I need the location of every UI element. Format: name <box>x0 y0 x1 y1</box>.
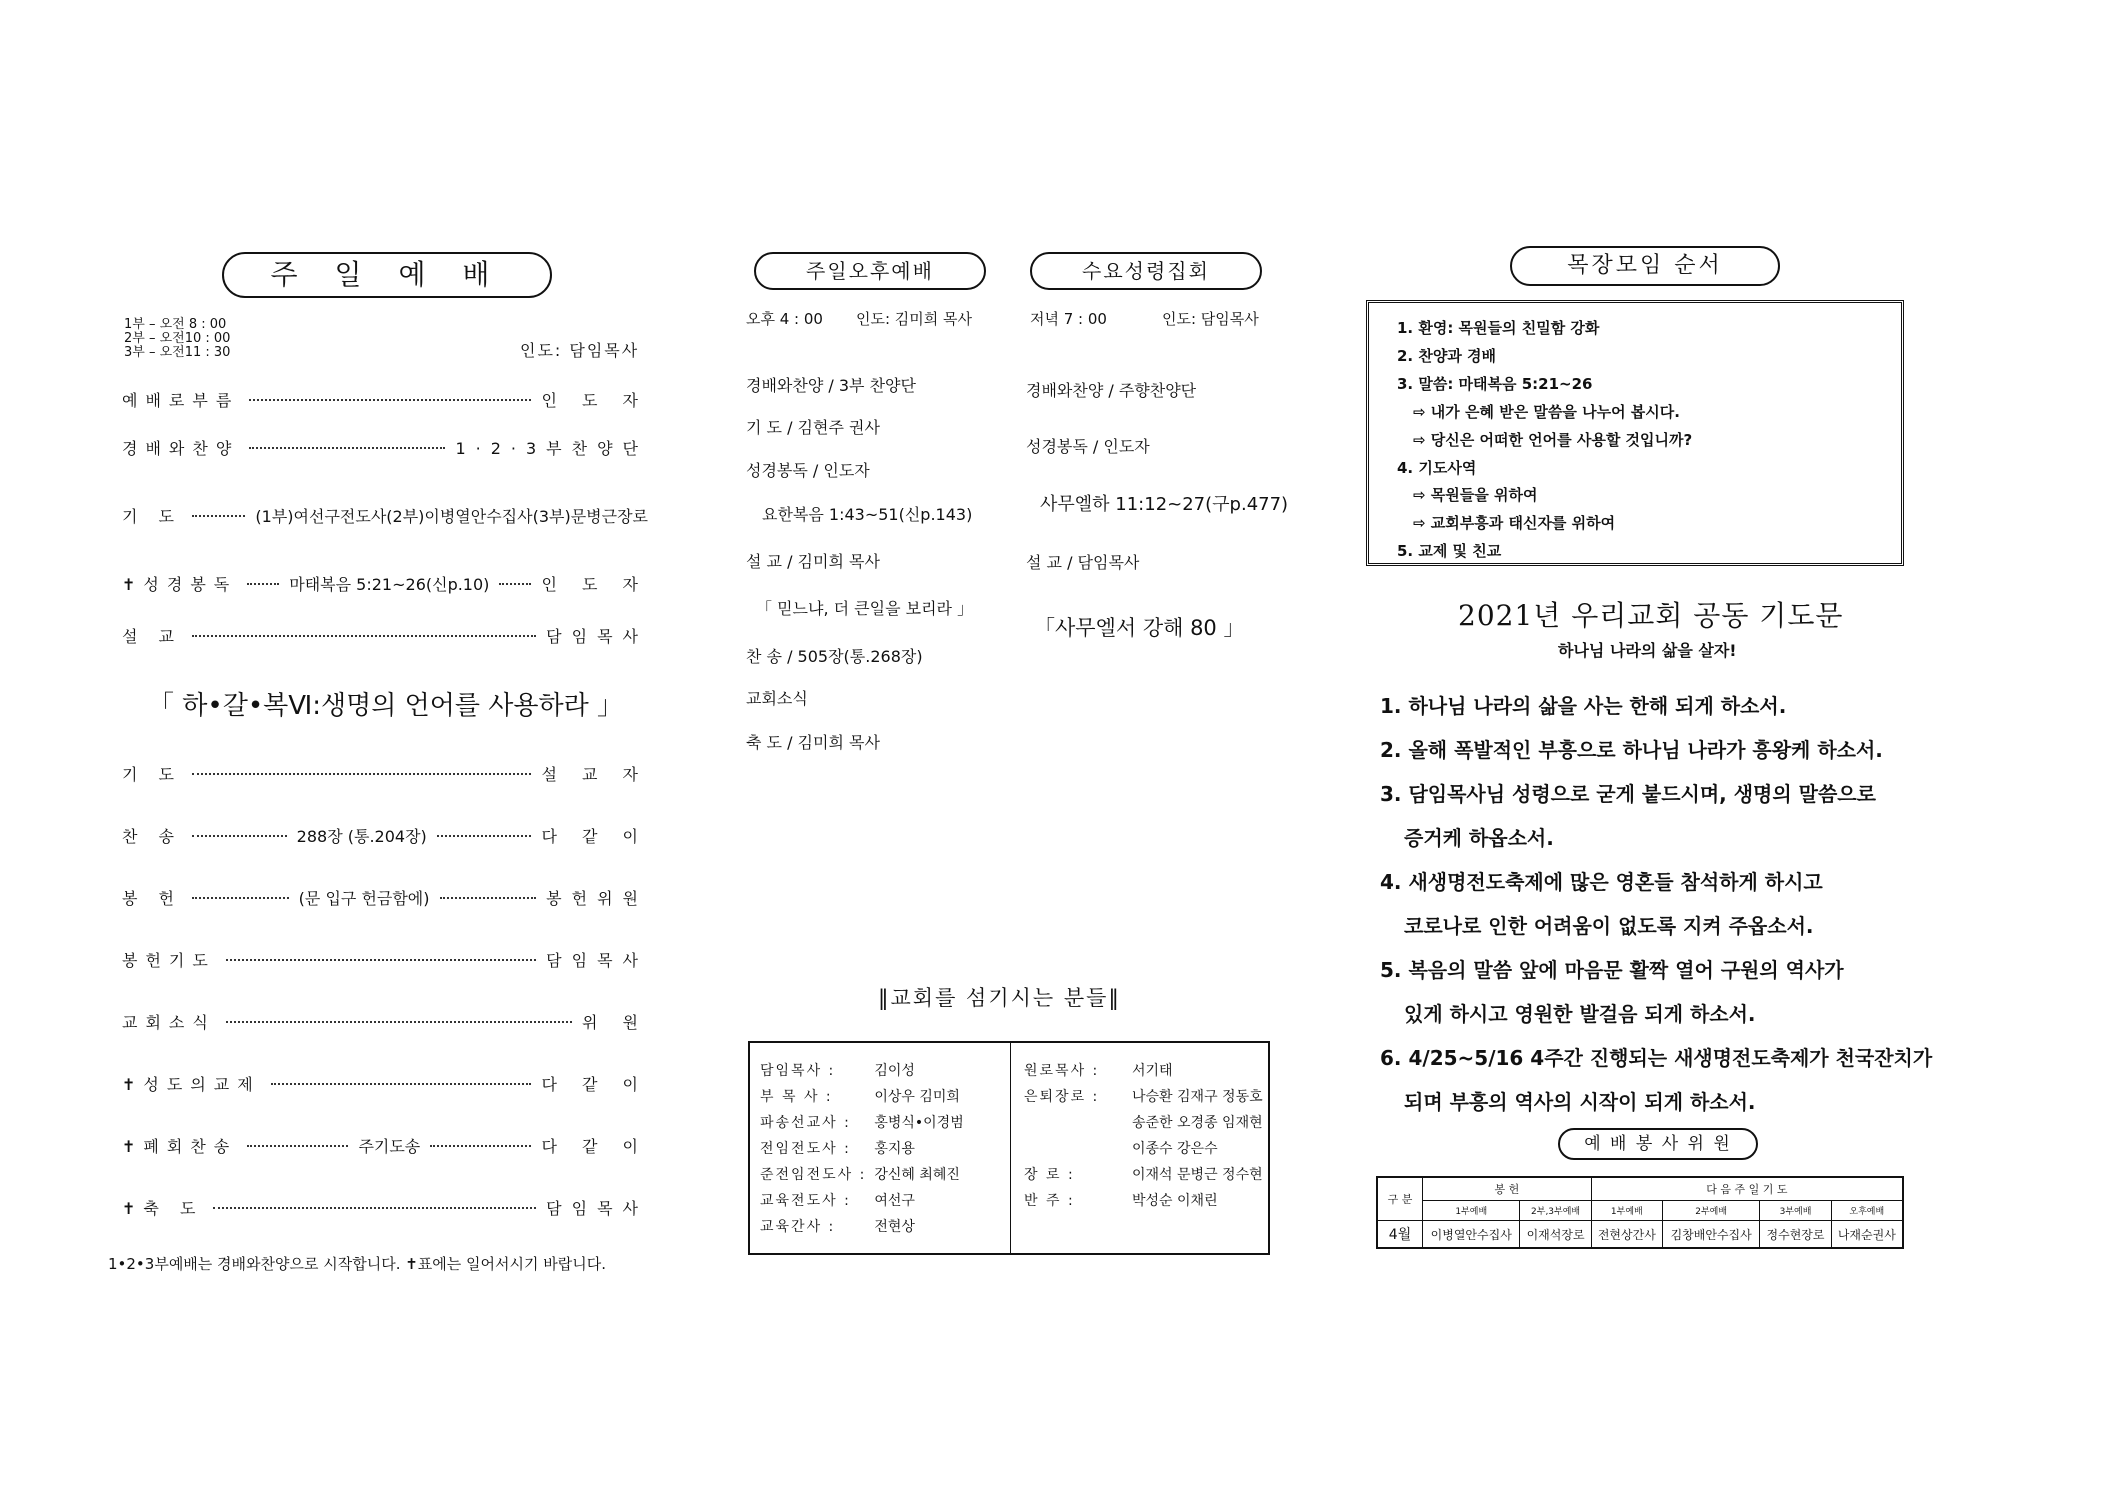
order-label: 교회소식 <box>122 1013 216 1032</box>
staff-role: 부 목 사 : <box>760 1089 833 1105</box>
wednesday-scripture: 사무엘하 11:12~27(구p.477) <box>1040 494 1289 515</box>
leader-dots <box>271 1083 532 1085</box>
staff-name: 전현상 <box>874 1219 915 1235</box>
service-value: 이병열안수집사 <box>1423 1221 1520 1249</box>
staff-row <box>760 1057 964 1083</box>
order-row <box>122 824 648 847</box>
wednesday-time: 저녁 7 : 00 <box>1030 310 1107 328</box>
sub-header: 2부,3부예배 <box>1520 1201 1591 1221</box>
prayer-line: 3. 담임목사님 성령으로 굳게 붙드시며, 생명의 말씀으로 <box>1380 782 1876 806</box>
sunday-note: 1•2•3부예배는 경배와찬양으로 시작합니다. ✝표에는 일어서시기 바랍니다. <box>108 1255 606 1273</box>
time-2: 2부 – 오전10 : 00 <box>124 331 231 346</box>
afternoon-leader: 인도: 김미희 목사 <box>856 310 973 328</box>
order-label: 기 도 <box>122 765 182 784</box>
staff-role: 전임전도사 : <box>760 1141 851 1157</box>
staff-row <box>760 1187 964 1213</box>
order-label: 기 도 <box>122 507 182 526</box>
staff-name: 이상우 김미희 <box>874 1089 960 1105</box>
afternoon-item: 교회소식 <box>746 689 808 708</box>
staff-row <box>760 1161 964 1187</box>
time-3: 3부 – 오전11 : 30 <box>124 345 231 360</box>
afternoon-scripture: 요한복음 1:43~51(신p.143) <box>762 505 973 524</box>
staff-role: 담임목사 : <box>760 1063 836 1079</box>
order-detail: 288장 (통.204장) <box>296 827 427 846</box>
sub-header: 3부예배 <box>1760 1201 1831 1221</box>
staff-row <box>1024 1135 1263 1161</box>
wednesday-title: 수요성령집회 <box>1030 252 1262 290</box>
leader-dots <box>499 583 531 585</box>
staff-name: 강신혜 최혜진 <box>874 1167 960 1183</box>
staff-role: 교육전도사 : <box>760 1193 851 1209</box>
staff-name: 서기태 <box>1132 1063 1173 1079</box>
service-times <box>124 318 230 360</box>
staff-row <box>760 1213 964 1239</box>
prayer-line: 2. 올해 폭발적인 부흥으로 하나님 나라가 흥왕케 하소서. <box>1380 738 1883 762</box>
cell-box <box>1366 300 1904 566</box>
afternoon-item: 설 교 / 김미희 목사 <box>746 552 880 571</box>
order-row <box>122 1134 648 1157</box>
staff-row <box>760 1135 964 1161</box>
staff-role: 장 로 : <box>1024 1167 1075 1183</box>
staff-row <box>1024 1109 1263 1135</box>
order-label: ✝성도의교제 <box>122 1075 261 1094</box>
afternoon-item: 경배와찬양 / 3부 찬양단 <box>746 376 916 395</box>
leader-dots <box>192 835 287 837</box>
founders-box <box>748 1041 1270 1255</box>
sub-header: 1부예배 <box>1591 1201 1662 1221</box>
leader-dots <box>437 835 532 837</box>
order-row <box>122 1072 648 1095</box>
founders-title: ‖교회를 섬기시는 분들‖ <box>878 986 1121 1010</box>
staff-role: 반 주 : <box>1024 1193 1075 1209</box>
staff-name: 나승환 김재구 정동호 <box>1132 1089 1263 1105</box>
prayer-line: 되며 부흥의 역사의 시작이 되게 하소서. <box>1404 1090 1756 1114</box>
order-label: 예배로부름 <box>122 391 240 410</box>
order-row <box>122 624 648 647</box>
order-person: 다 같 이 <box>541 1137 649 1156</box>
prayer-subtitle: 하나님 나라의 삶을 살자! <box>1558 641 1737 660</box>
order-person: 인 도 자 <box>541 391 648 410</box>
staff-row <box>1024 1187 1263 1213</box>
wednesday-sermon-title: 「사무엘서 강해 80 」 <box>1034 616 1245 640</box>
staff-role: 은퇴장로 : <box>1024 1089 1100 1105</box>
sunday-title: 주 일 예 배 <box>222 252 552 298</box>
leader-dots <box>192 773 531 775</box>
cell-item: 1. 환영: 목원들의 친밀함 강화 <box>1397 319 1600 337</box>
order-person: 위 원 <box>582 1013 648 1032</box>
staff-row <box>760 1109 964 1135</box>
offering-header: 봉 헌 <box>1423 1177 1592 1201</box>
order-detail: (문 입구 헌금함에) <box>298 889 430 908</box>
order-row <box>122 572 648 595</box>
prayer-line: 있게 하시고 영원한 발걸음 되게 하소서. <box>1404 1002 1756 1026</box>
cell-item: ⇨ 내가 은혜 받은 말씀을 나누어 봅시다. <box>1413 403 1680 421</box>
cell-item: 3. 말씀: 마태복음 5:21~26 <box>1397 375 1593 393</box>
leader-dots <box>247 583 279 585</box>
order-person: 인 도 자 <box>541 575 648 594</box>
order-row <box>122 1196 648 1219</box>
afternoon-item: 찬 송 / 505장(통.268장) <box>746 647 923 666</box>
staff-row <box>1024 1057 1263 1083</box>
service-value: 김창배안수집사 <box>1662 1221 1759 1249</box>
prayer-line: 증거케 하옵소서. <box>1404 826 1554 850</box>
cell-item: ⇨ 목원들을 위하여 <box>1413 486 1538 504</box>
prayer-title: 2021년 우리교회 공동 기도문 <box>1458 599 1844 632</box>
afternoon-item: 성경봉독 / 인도자 <box>746 461 870 480</box>
leader-dots <box>440 897 537 899</box>
order-label: ✝축 도 <box>122 1199 204 1218</box>
founders-right <box>1024 1057 1263 1213</box>
afternoon-title: 주일오후예배 <box>754 252 986 290</box>
order-row <box>122 886 648 909</box>
next-prayer-header: 다 음 주 일 기 도 <box>1591 1177 1903 1201</box>
order-person: 다 같 이 <box>541 827 648 846</box>
order-label: ✝폐회찬송 <box>122 1137 238 1156</box>
staff-role: 원로목사 : <box>1024 1063 1100 1079</box>
leader-dots <box>226 959 536 961</box>
cell-item: 4. 기도사역 <box>1397 459 1477 477</box>
cell-title: 목장모임 순서 <box>1510 246 1780 286</box>
staff-role: 파송선교사 : <box>760 1115 851 1131</box>
sub-header: 1부예배 <box>1423 1201 1520 1221</box>
order-row <box>122 948 648 971</box>
order-person: 설 교 자 <box>541 765 648 784</box>
cell-item: 5. 교제 및 친교 <box>1397 542 1502 560</box>
order-detail: 마태복음 5:21~26(신p.10) <box>289 575 490 594</box>
cell-item: ⇨ 교회부흥과 태신자를 위하여 <box>1413 514 1616 532</box>
order-person: 1·2·3부찬양단 <box>455 439 648 458</box>
service-value: 이재석장로 <box>1520 1221 1591 1249</box>
cell-item: 2. 찬양과 경배 <box>1397 347 1497 365</box>
gubun-header: 구 분 <box>1377 1177 1423 1221</box>
founders-left <box>760 1057 964 1239</box>
staff-row <box>760 1083 964 1109</box>
order-label: 설 교 <box>122 627 182 646</box>
month-cell: 4월 <box>1377 1221 1423 1249</box>
prayer-line: 6. 4/25~5/16 4주간 진행되는 새생명전도축제가 천국잔치가 <box>1380 1046 1933 1070</box>
service-title: 예 배 봉 사 위 원 <box>1558 1128 1758 1160</box>
cell-item: ⇨ 당신은 어떠한 언어를 사용할 것입니까? <box>1413 431 1693 449</box>
wednesday-item: 설 교 / 담임목사 <box>1026 553 1140 572</box>
order-label: 봉헌기도 <box>122 951 216 970</box>
staff-name: 김이성 <box>874 1063 915 1079</box>
leader-dots <box>192 515 245 517</box>
staff-name: 이종수 강은수 <box>1132 1141 1218 1157</box>
sermon-title: 「 하•갈•복Ⅵ:생명의 언어를 사용하라 」 <box>148 691 623 721</box>
service-table <box>1376 1176 1904 1249</box>
leader-dots <box>192 897 289 899</box>
order-label: 경배와찬양 <box>122 439 240 458</box>
staff-name: 여선구 <box>874 1193 915 1209</box>
afternoon-time: 오후 4 : 00 <box>746 310 823 328</box>
afternoon-item: 기 도 / 김현주 권사 <box>746 418 880 437</box>
order-row <box>122 504 648 527</box>
sub-header: 오후예배 <box>1831 1201 1903 1221</box>
order-row <box>122 388 648 411</box>
staff-name: 홍지용 <box>874 1141 915 1157</box>
staff-role <box>1024 1109 1124 1135</box>
staff-name: 송준한 오경종 임재현 <box>1132 1115 1263 1131</box>
prayer-line: 코로나로 인한 어려움이 없도록 지켜 주옵소서. <box>1404 914 1814 938</box>
order-person: 다 같 이 <box>541 1075 648 1094</box>
service-value: 정수현장로 <box>1760 1221 1831 1249</box>
leader-dots <box>249 399 531 401</box>
leader-dots <box>430 1145 531 1147</box>
sub-header: 2부예배 <box>1662 1201 1759 1221</box>
order-person: 담임목사 <box>546 1199 648 1218</box>
time-1: 1부 – 오전 8 : 00 <box>124 317 227 332</box>
afternoon-item: 축 도 / 김미희 목사 <box>746 733 880 752</box>
leader-dots <box>247 1145 348 1147</box>
leader-dots <box>226 1021 572 1023</box>
leader-dots <box>249 447 445 449</box>
wednesday-item: 경배와찬양 / 주향찬양단 <box>1026 381 1197 400</box>
order-detail: 주기도송 <box>358 1137 421 1156</box>
prayer-line: 5. 복음의 말씀 앞에 마음문 활짝 열어 구원의 역사가 <box>1380 958 1844 982</box>
order-person: 담임목사 <box>546 627 648 646</box>
staff-role <box>1024 1135 1124 1161</box>
staff-name: 박성순 이채린 <box>1132 1193 1218 1209</box>
order-row <box>122 762 648 785</box>
leader-dots <box>213 1207 536 1209</box>
wednesday-leader: 인도: 담임목사 <box>1162 310 1259 328</box>
service-value: 전현상간사 <box>1591 1221 1662 1249</box>
order-label: ✝성경봉독 <box>122 575 238 594</box>
sunday-leader: 인도: 담임목사 <box>520 341 640 360</box>
order-row <box>122 436 648 459</box>
order-label: 봉 헌 <box>122 889 182 908</box>
staff-name: 홍병식•이경범 <box>874 1115 964 1131</box>
order-label: 찬 송 <box>122 827 182 846</box>
staff-row <box>1024 1161 1263 1187</box>
service-value: 나재순권사 <box>1831 1221 1903 1249</box>
order-detail: (1부)여선구전도사(2부)이병열안수집사(3부)문병근장로 <box>255 507 648 526</box>
leader-dots <box>192 635 536 637</box>
order-row <box>122 1010 648 1033</box>
staff-name: 이재석 문병근 정수현 <box>1132 1167 1263 1183</box>
staff-row <box>1024 1083 1263 1109</box>
prayer-line: 1. 하나님 나라의 삶을 사는 한해 되게 하소서. <box>1380 694 1787 718</box>
order-person: 봉헌위원 <box>546 889 648 908</box>
order-person: 담임목사 <box>546 951 648 970</box>
staff-role: 준전임전도사 : <box>760 1167 867 1183</box>
wednesday-item: 성경봉독 / 인도자 <box>1026 437 1150 456</box>
staff-role: 교육간사 : <box>760 1219 836 1235</box>
prayer-line: 4. 새생명전도축제에 많은 영혼들 참석하게 하시고 <box>1380 870 1823 894</box>
founders-divider <box>1010 1043 1011 1253</box>
afternoon-sermon-title: 「 믿느냐, 더 큰일을 보리라 」 <box>756 599 974 618</box>
